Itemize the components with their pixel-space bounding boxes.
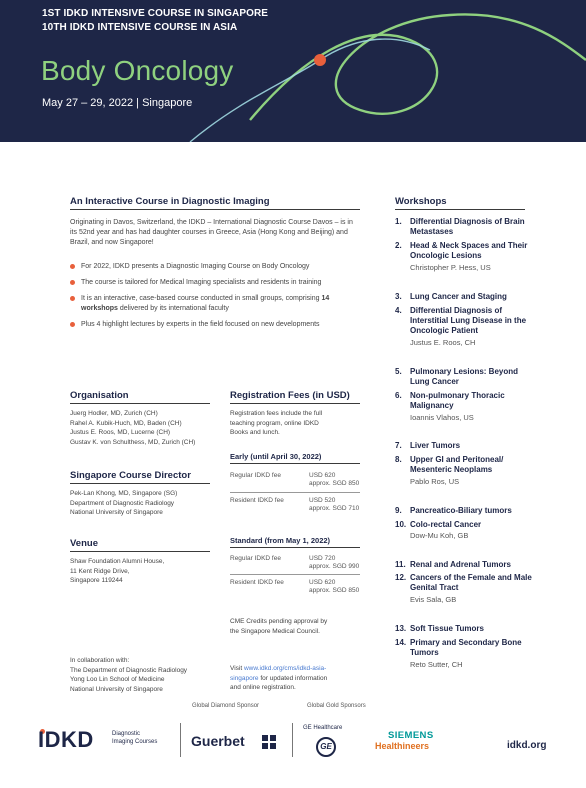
gold-sponsor-label: Global Gold Sponsors bbox=[307, 703, 366, 709]
workshops-heading: Workshops bbox=[395, 196, 447, 207]
fee-separator bbox=[230, 574, 360, 575]
event-date: May 27 – 29, 2022 | Singapore bbox=[42, 97, 193, 109]
intro-bullets bbox=[70, 262, 360, 336]
header-line-2: 10TH IDKD INTENSIVE COURSE IN ASIA bbox=[42, 22, 238, 33]
early-fees-rule bbox=[230, 463, 360, 464]
bullet-dot-icon bbox=[70, 296, 75, 301]
guerbet-grid-icon bbox=[262, 735, 276, 749]
early-fees-heading: Early (until April 30, 2022) bbox=[230, 452, 322, 461]
fee-row: Resident IDKD fee USD 620 approx. SGD 850 bbox=[230, 579, 360, 594]
siemens-logo: SIEMENS bbox=[388, 730, 434, 741]
fees-heading: Registration Fees (in USD) bbox=[230, 390, 350, 401]
director-details: Pek-Lan Khong, MD, Singapore (SG) Department of Diagnostic Radiology National University of Singapore bbox=[70, 490, 178, 516]
bullet-item: It is an interactive, case-based course conducted in small groups, comprising 14 workshops delivered by its international faculty bbox=[70, 294, 360, 314]
healthineers-logo: Healthineers bbox=[375, 741, 430, 751]
diamond-sponsor-label: Global Diamond Sponsor bbox=[192, 703, 260, 709]
header-banner bbox=[0, 0, 586, 142]
idkd-logo-subtitle: Diagnostic Imaging Courses bbox=[112, 731, 158, 745]
standard-fees-heading: Standard (from May 1, 2022) bbox=[230, 536, 331, 545]
collaboration-note: In collaboration with: The Department of Diagnostic Radiology Yong Loo Lin School of Medicine National University of Singapore bbox=[70, 657, 188, 693]
bullet-item: The course is tailored for Medical Imaging specialists and residents in training bbox=[70, 278, 360, 288]
intro-rule bbox=[70, 209, 360, 210]
organisation-rule bbox=[70, 403, 210, 404]
bullet-item: For 2022, IDKD presents a Diagnostic Imaging Course on Body Oncology bbox=[70, 262, 360, 272]
idkd-logo: IDKD bbox=[38, 727, 94, 752]
page-title: Body Oncology bbox=[41, 55, 234, 86]
swoosh-dot bbox=[314, 54, 326, 66]
ge-healthcare-label: GE Healthcare bbox=[303, 725, 343, 731]
fee-row: Regular IDKD fee USD 620 approx. SGD 850 bbox=[230, 472, 360, 487]
organisation-list: Juerg Hodler, MD, Zurich (CH) Rahel A. Kubik-Huch, MD, Baden (CH) Justus E. Roos, MD, Lucerne (CH) Gustav K. von Schulthess, MD, Zurich (CH) bbox=[70, 410, 196, 446]
director-rule bbox=[70, 483, 210, 484]
footer-divider bbox=[292, 723, 293, 757]
venue-address: Shaw Foundation Alumni House, 11 Kent Ridge Drive, Singapore 119244 bbox=[70, 558, 165, 584]
fee-row: Resident IDKD fee USD 520 approx. SGD 710 bbox=[230, 497, 360, 512]
intro-heading: An Interactive Course in Diagnostic Imaging bbox=[70, 196, 270, 207]
intro-paragraph: Originating in Davos, Switzerland, the IDKD – International Diagnostic Course Davos – is in its 52nd year and has had daughter courses in Greece, Asia (Hong Kong and Beijing) and Brazil, and now Singapore! bbox=[70, 219, 353, 246]
venue-rule bbox=[70, 551, 210, 552]
visit-note: Visit www.idkd.org/cms/idkd-asia- singapore for updated information and online registration. bbox=[230, 665, 328, 691]
bullet-dot-icon bbox=[70, 322, 75, 327]
registration-link-continued[interactable]: singapore bbox=[230, 674, 259, 682]
ge-logo-icon: GE bbox=[316, 737, 336, 757]
standard-fees-rule bbox=[230, 547, 360, 548]
header-line-1: 1ST IDKD INTENSIVE COURSE IN SINGAPORE bbox=[42, 8, 269, 19]
registration-link[interactable]: www.idkd.org/cms/idkd-asia- bbox=[243, 665, 327, 672]
workshops-rule bbox=[395, 209, 525, 210]
footer-divider bbox=[180, 723, 181, 757]
fees-rule bbox=[230, 403, 360, 404]
flyer-page: 1ST IDKD INTENSIVE COURSE IN SINGAPORE 10TH IDKD INTENSIVE COURSE IN ASIA Body Oncology May 27 – 29, 2022 | Singapore An Interactive Course in Diagnostic Imaging Originating in Davos, Switzerland, the IDKD – International Diagnostic Course Davos – is in its 52nd year and has had daughter courses in Greece, Asia (Hong Kong and Beijing) and Brazil, and now Singapore! For 2022, IDKD presents a Diagnostic Imaging Course on Body Oncology The course is tailored for Medical Imaging specialists and residents in training It is an interactive, case-based course conducted in small groups, comprising 14 workshops delivered by its international faculty Plus 4 highlight lectures by experts in the field focused on new developments Organisation Juerg Hodler, MD, Zurich (CH) Rahel A. Kubik-Huch, MD, Baden (CH) Justus E. Roos, MD, Lucerne (CH) Gustav K. von Schulthess, MD, Zurich (CH) Singapore Course Director Pek-Lan Khong, MD, Singapore (SG) Department of Diagnostic Radiology National University of Singapore Venue Shaw Foundation Alumni House, 11 Kent Ridge Drive, Singapore 119244 In collaboration with: The Department of Diagnostic Radiology Yong Loo Lin School of Medicine National University of Singapore Registration Fees (in USD) Registration fees include the full teaching program, online IDKD Books and lunch. Early (until April 30, 2022) Regular IDKD fee USD 620 approx. SGD 850 Resident IDKD fee USD 520 approx. SGD 710 Standard (from May 1, 2022) Regular IDKD fee USD 720 approx. SGD 990 Resident IDKD fee USD 620 approx. SGD 850 CME Credits pending approval by the Singapore Medical Council. Visit www.idkd.org/cms/idkd-asia- singapore for updated information and online registration. Workshops 1. Differential Diagnosis of Brain Metastases 2. Head & Neck Spaces and Their Oncologic Lesions Christopher P. Hess, US 3. Lung Cancer and Staging 4. Differential Diagnosis of Interstitial Lung Disease in the Oncologic Patient Justus E. Roos, CH 5. Pulmonary Lesions: Beyond Lung Cancer 6. Non-pulmonary Thoracic Malignancy Ioannis Vlahos, US 7. Liver Tumors 8. Upper GI and Peritoneal/ Mesenteric Neoplams Pablo Ros, US 9. Pancreatico-Biliary tumors 10. Colo-rectal Cancer Dow-Mu Koh, GB 11. Renal and Adrenal Tumors 12. Cancers of the Female and Male Genital Tract Evis Sala, GB 13. Soft Tissue Tumors 14. Primary and Secondary Bone Tumors Reto Sutter, CH Global Diamond Sponsor Global Gold Sponsors IDKD Diagnostic Imaging Courses Guerbet GE Healthcare GE SIEMENS Healthineers idkd.org bbox=[0, 0, 586, 788]
guerbet-logo: Guerbet bbox=[191, 733, 245, 749]
cme-note: CME Credits pending approval by the Singapore Medical Council. bbox=[230, 618, 328, 635]
bullet-dot-icon bbox=[70, 264, 75, 269]
bullet-dot-icon bbox=[70, 280, 75, 285]
idkd-website-link[interactable]: idkd.org bbox=[507, 740, 547, 751]
bullet-item: Plus 4 highlight lectures by experts in the field focused on new developments bbox=[70, 320, 360, 330]
venue-heading: Venue bbox=[70, 538, 98, 549]
fee-row: Regular IDKD fee USD 720 approx. SGD 990 bbox=[230, 555, 360, 570]
fee-separator bbox=[230, 492, 360, 493]
fees-note: Registration fees include the full teaching program, online IDKD Books and lunch. bbox=[230, 410, 323, 436]
director-heading: Singapore Course Director bbox=[70, 470, 191, 481]
organisation-heading: Organisation bbox=[70, 390, 129, 401]
